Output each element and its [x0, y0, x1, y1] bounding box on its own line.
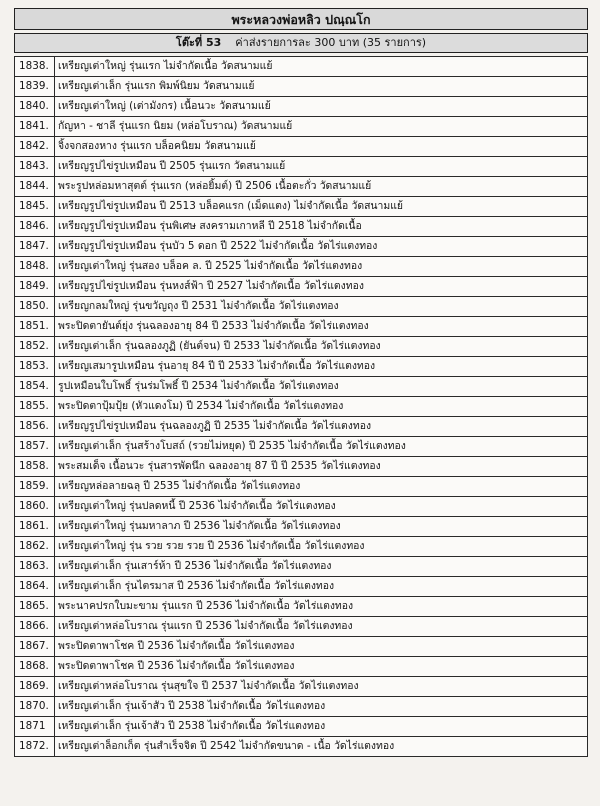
- item-table: [14, 56, 588, 757]
- item-number: 1868.: [15, 657, 55, 677]
- table-row: [15, 377, 588, 397]
- table-row: [15, 97, 588, 117]
- lot-header: [14, 33, 588, 53]
- item-number: 1863.: [15, 557, 55, 577]
- item-description: เหรียญรูปไข่รูปเหมือน รุ่นหงส์ฟ้า ปี 2527 ไม่จำกัดเนื้อ วัดไร่แตงทอง: [55, 277, 588, 297]
- item-description: พระรูปหล่อมหาสุตต์ รุ่นแรก (หล่อยิ้มต์) ปี 2506 เนื้อตะกั่ว วัดสนามแย้: [55, 177, 588, 197]
- item-description: พระปิดตาพาโชค ปี 2536 ไม่จำกัดเนื้อ วัดไร่แตงทอง: [55, 657, 588, 677]
- table-row: [15, 197, 588, 217]
- table-row: [15, 297, 588, 317]
- table-row: [15, 617, 588, 637]
- item-number: 1845.: [15, 197, 55, 217]
- item-number: 1849.: [15, 277, 55, 297]
- item-description: เหรียญรูปไข่รูปเหมือน ปี 2505 รุ่นแรก วัดสนามแย้: [55, 157, 588, 177]
- item-number: 1851.: [15, 317, 55, 337]
- item-description: เหรียญเต่าใหญ่ รุ่นแรก ไม่จำกัดเนื้อ วัดสนามแย้: [55, 57, 588, 77]
- item-description: พระปิดตาปุ้มปุ้ย (หัวแดงโม) ปี 2534 ไม่จำกัดเนื้อ วัดไร่แตงทอง: [55, 397, 588, 417]
- table-row: [15, 57, 588, 77]
- table-row: [15, 657, 588, 677]
- table-row: [15, 417, 588, 437]
- item-number: 1847.: [15, 237, 55, 257]
- table-row: [15, 257, 588, 277]
- table-row: [15, 337, 588, 357]
- item-description: จิ้งจกสองหาง รุ่นแรก บล็อคนิยม วัดสนามแย้: [55, 137, 588, 157]
- table-row: [15, 357, 588, 377]
- item-number: 1841.: [15, 117, 55, 137]
- item-number: 1857.: [15, 437, 55, 457]
- table-row: [15, 77, 588, 97]
- item-number: 1848.: [15, 257, 55, 277]
- table-row: [15, 157, 588, 177]
- table-row: [15, 557, 588, 577]
- table-row: [15, 517, 588, 537]
- table-row: [15, 237, 588, 257]
- auction-list-page: [14, 8, 588, 757]
- item-description: เหรียญเต่าใหญ่ รุ่น รวย รวย รวย ปี 2536 ไม่จำกัดเนื้อ วัดไร่แตงทอง: [55, 537, 588, 557]
- table-row: [15, 397, 588, 417]
- item-number: 1838.: [15, 57, 55, 77]
- item-number: 1872.: [15, 737, 55, 757]
- item-number: 1840.: [15, 97, 55, 117]
- table-row: [15, 457, 588, 477]
- item-number: 1850.: [15, 297, 55, 317]
- item-description: เหรียญเต่าเล็ก รุ่นเจ้าสัว ปี 2538 ไม่จำกัดเนื้อ วัดไร่แตงทอง: [55, 697, 588, 717]
- table-row: [15, 497, 588, 517]
- item-number: 1846.: [15, 217, 55, 237]
- item-number: 1843.: [15, 157, 55, 177]
- item-description: พระสมเด็จ เนื้อนวะ รุ่นสารพัดนึก ฉลองอายุ 87 ปี ปี 2535 วัดไร่แตงทอง: [55, 457, 588, 477]
- item-number: 1842.: [15, 137, 55, 157]
- item-description: เหรียญเต่าหล่อโบราณ รุ่นสุขใจ ปี 2537 ไม่จำกัดเนื้อ วัดไร่แตงทอง: [55, 677, 588, 697]
- item-description: เหรียญเต่าเล็ก รุ่นฉลองภูฏิ (ยันต์จน) ปี 2533 ไม่จำกัดเนื้อ วัดไร่แตงทอง: [55, 337, 588, 357]
- table-row: [15, 737, 588, 757]
- table-row: [15, 117, 588, 137]
- item-description: เหรียญรูปไข่รูปเหมือน ปี 2513 บล็อคแรก (เม็ดแตง) ไม่จำกัดเนื้อ วัดสนามแย้: [55, 197, 588, 217]
- item-number: 1853.: [15, 357, 55, 377]
- page-title: พระหลวงพ่อหลิว ปณฺณโก: [14, 8, 588, 30]
- table-row: [15, 277, 588, 297]
- item-number: 1859.: [15, 477, 55, 497]
- table-row: [15, 577, 588, 597]
- table-row: [15, 537, 588, 557]
- item-number: 1854.: [15, 377, 55, 397]
- item-number: 1861.: [15, 517, 55, 537]
- lot-label: โต๊ะที่ 53: [175, 36, 222, 49]
- table-row: [15, 597, 588, 617]
- item-number: 1855.: [15, 397, 55, 417]
- item-number: 1869.: [15, 677, 55, 697]
- item-number: 1856.: [15, 417, 55, 437]
- item-description: พระนาคปรกใบมะขาม รุ่นแรก ปี 2536 ไม่จำกัดเนื้อ วัดไร่แตงทอง: [55, 597, 588, 617]
- table-row: [15, 137, 588, 157]
- item-description: เหรียญเสมารูปเหมือน รุ่นอายุ 84 ปี ปี 2533 ไม่จำกัดเนื้อ วัดไร่แตงทอง: [55, 357, 588, 377]
- item-description: เหรียญเต่าใหญ่ รุ่นมหาลาภ ปี 2536 ไม่จำกัดเนื้อ วัดไร่แตงทอง: [55, 517, 588, 537]
- item-description: เหรียญเต่าเล็ก รุ่นเจ้าสัว ปี 2538 ไม่จำกัดเนื้อ วัดไร่แตงทอง: [55, 717, 588, 737]
- item-description: เหรียญรูปไข่รูปเหมือน รุ่นบัว 5 ดอก ปี 2522 ไม่จำกัดเนื้อ วัดไร่แตงทอง: [55, 237, 588, 257]
- item-description: เหรียญรูปไข่รูปเหมือน รุ่นฉลองภูฏิ ปี 2535 ไม่จำกัดเนื้อ วัดไร่แตงทอง: [55, 417, 588, 437]
- item-number: 1870.: [15, 697, 55, 717]
- item-description: พระปิดตายันต์ยุ่ง รุ่นฉลองอายุ 84 ปี 2533 ไม่จำกัดเนื้อ วัดไร่แตงทอง: [55, 317, 588, 337]
- table-row: [15, 437, 588, 457]
- item-description: เหรียญเต่าใหญ่ (เต่ามังกร) เนื้อนวะ วัดสนามแย้: [55, 97, 588, 117]
- item-description: เหรียญรูปไข่รูปเหมือน รุ่นพิเศษ สงครามเกาหลี ปี 2518 ไม่จำกัดเนื้อ: [55, 217, 588, 237]
- item-description: เหรียญหล่อลายฉลุ ปี 2535 ไม่จำกัดเนื้อ วัดไร่แตงทอง: [55, 477, 588, 497]
- item-number: 1844.: [15, 177, 55, 197]
- item-number: 1858.: [15, 457, 55, 477]
- item-description: รูปเหมือนใบโพธิ์ รุ่นร่มโพธิ์ ปี 2534 ไม่จำกัดเนื้อ วัดไร่แตงทอง: [55, 377, 588, 397]
- item-description: เหรียญเต่าเล็ก รุ่นแรก พิมพ์นิยม วัดสนามแย้: [55, 77, 588, 97]
- item-description: พระปิดตาพาโชค ปี 2536 ไม่จำกัดเนื้อ วัดไร่แตงทอง: [55, 637, 588, 657]
- item-number: 1860.: [15, 497, 55, 517]
- item-number: 1862.: [15, 537, 55, 557]
- item-description: เหรียญเต่าใหญ่ รุ่นสอง บล็อค ล. ปี 2525 ไม่จำกัดเนื้อ วัดไร่แตงทอง: [55, 257, 588, 277]
- item-description: เหรียญเต่าเล็ก รุ่นเสาร์ห้า ปี 2536 ไม่จำกัดเนื้อ วัดไร่แตงทอง: [55, 557, 588, 577]
- item-description: เหรียญเต่าหล่อโบราณ รุ่นแรก ปี 2536 ไม่จำกัดเนื้อ วัดไร่แตงทอง: [55, 617, 588, 637]
- table-row: [15, 477, 588, 497]
- item-description: เหรียญกลมใหญ่ รุ่นขวัญถุง ปี 2531 ไม่จำกัดเนื้อ วัดไร่แตงทอง: [55, 297, 588, 317]
- table-row: [15, 177, 588, 197]
- item-description: เหรียญเต่าเล็ก รุ่นสร้างโบสถ์ (รวยไม่หยุด) ปี 2535 ไม่จำกัดเนื้อ วัดไร่แตงทอง: [55, 437, 588, 457]
- item-number: 1867.: [15, 637, 55, 657]
- item-number: 1871: [15, 717, 55, 737]
- price-label: ค่าส่งรายการละ 300 บาท (35 รายการ): [235, 36, 427, 49]
- item-number: 1866.: [15, 617, 55, 637]
- table-row: [15, 637, 588, 657]
- table-row: [15, 217, 588, 237]
- item-description: กัญหา - ชาลี รุ่นแรก นิยม (หล่อโบราณ) วัดสนามแย้: [55, 117, 588, 137]
- item-description: เหรียญเต่าใหญ่ รุ่นปลดหนี้ ปี 2536 ไม่จำกัดเนื้อ วัดไร่แตงทอง: [55, 497, 588, 517]
- item-description: เหรียญเต่าเล็ก รุ่นไตรมาส ปี 2536 ไม่จำกัดเนื้อ วัดไร่แตงทอง: [55, 577, 588, 597]
- item-number: 1864.: [15, 577, 55, 597]
- table-row: [15, 317, 588, 337]
- table-row: [15, 677, 588, 697]
- item-number: 1852.: [15, 337, 55, 357]
- table-row: [15, 697, 588, 717]
- table-row: [15, 717, 588, 737]
- item-number: 1839.: [15, 77, 55, 97]
- item-number: 1865.: [15, 597, 55, 617]
- item-description: เหรียญเต่าล็อกเก็ต รุ่นสำเร็จจิต ปี 2542 ไม่จำกัดขนาด - เนื้อ วัดไร่แตงทอง: [55, 737, 588, 757]
